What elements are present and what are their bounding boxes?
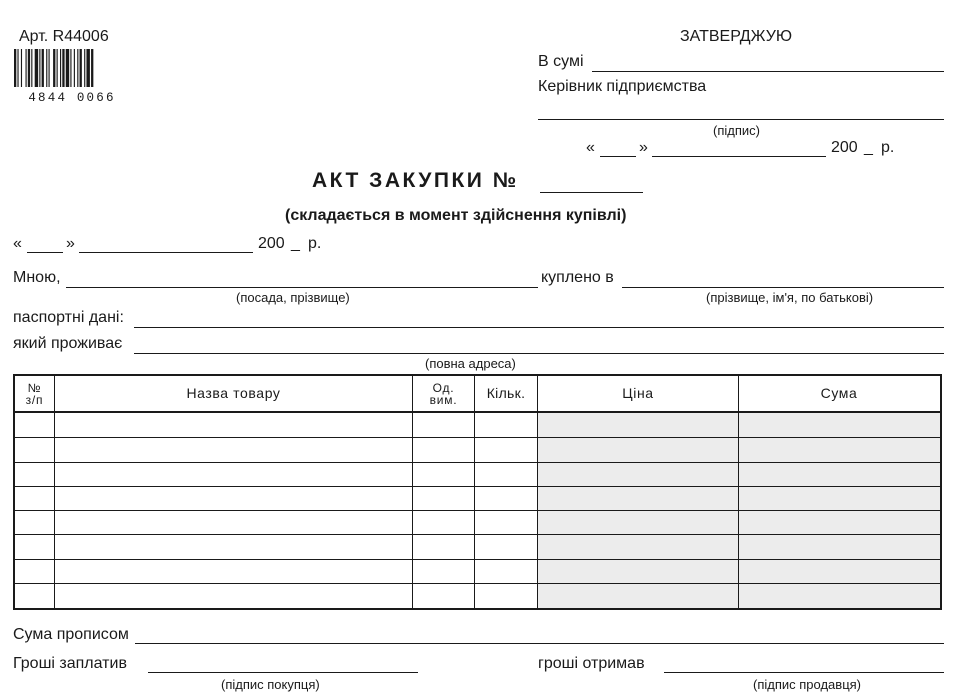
barcode-icon — [12, 49, 132, 103]
amount-label: В сумі — [538, 53, 584, 70]
date-day-line[interactable] — [27, 252, 63, 253]
received-label: гроші отримав — [538, 655, 645, 672]
passport-line[interactable] — [134, 327, 944, 328]
col-number-line2: з/п — [25, 392, 44, 407]
col-unit-line2: вим. — [429, 392, 458, 407]
quote-open: « — [586, 139, 595, 156]
col-number-line1: № — [27, 380, 42, 395]
table-row[interactable] — [15, 462, 940, 463]
director-signature-line[interactable] — [538, 119, 944, 120]
table-row[interactable] — [15, 559, 940, 560]
amount-line[interactable] — [592, 71, 944, 72]
director-label: Керівник підприємства — [538, 78, 707, 95]
col-sum: Сума — [820, 385, 858, 401]
signature-caption: (підпис) — [713, 123, 760, 138]
table-row[interactable] — [15, 437, 940, 438]
address-caption: (повна адреса) — [425, 356, 516, 371]
year-suffix: р. — [881, 139, 895, 156]
approval-month-line[interactable] — [652, 156, 826, 157]
sum-words-label: Сума прописом — [13, 626, 129, 643]
paid-caption: (підпис покупця) — [221, 677, 320, 692]
table-row[interactable] — [15, 510, 940, 511]
table-row[interactable] — [15, 534, 940, 535]
goods-table — [13, 374, 942, 610]
paid-signature-line[interactable] — [148, 672, 418, 673]
table-row[interactable] — [15, 583, 940, 584]
passport-label: паспортні дані: — [13, 309, 124, 326]
col-quantity: Кільк. — [486, 385, 526, 401]
paid-label: Гроші заплатив — [13, 655, 127, 672]
by-me-label: Мною, — [13, 269, 61, 286]
approval-day-line[interactable] — [600, 156, 636, 157]
address-line[interactable] — [134, 353, 944, 354]
col-product-name: Назва товару — [186, 385, 281, 401]
year-gap[interactable]: _ — [864, 139, 873, 156]
sum-words-line[interactable] — [135, 643, 944, 644]
quote-close: » — [66, 235, 75, 252]
resides-label: який проживає — [13, 335, 123, 352]
article-number: Арт. R44006 — [19, 28, 109, 45]
col-price: Ціна — [622, 385, 654, 401]
col-number — [15, 376, 54, 411]
bought-from-caption: (прізвище, ім'я, по батькові) — [706, 290, 874, 305]
year-prefix: 200 — [258, 235, 285, 252]
quote-close: » — [639, 139, 648, 156]
barcode-digits: 4844 0066 — [28, 91, 116, 103]
received-signature-line[interactable] — [664, 672, 944, 673]
document-title: АКТ ЗАКУПКИ № — [312, 169, 519, 192]
year-suffix: р. — [308, 235, 322, 252]
year-gap[interactable]: _ — [291, 235, 300, 252]
document-subtitle: (складається в момент здійснення купівлі) — [285, 207, 627, 224]
bought-from-label: куплено в — [541, 269, 614, 286]
approve-title: ЗАТВЕРДЖУЮ — [680, 28, 793, 45]
bought-from-line[interactable] — [622, 287, 944, 288]
year-prefix: 200 — [831, 139, 858, 156]
quote-open: « — [13, 235, 22, 252]
by-me-line[interactable] — [66, 287, 538, 288]
by-me-caption: (посада, прізвище) — [236, 290, 350, 305]
document-number-line[interactable] — [540, 192, 643, 193]
received-caption: (підпис продавця) — [753, 677, 862, 692]
col-unit-line1: Од. — [432, 380, 455, 395]
table-row[interactable] — [15, 486, 940, 487]
date-month-line[interactable] — [79, 252, 253, 253]
col-unit — [413, 376, 474, 411]
